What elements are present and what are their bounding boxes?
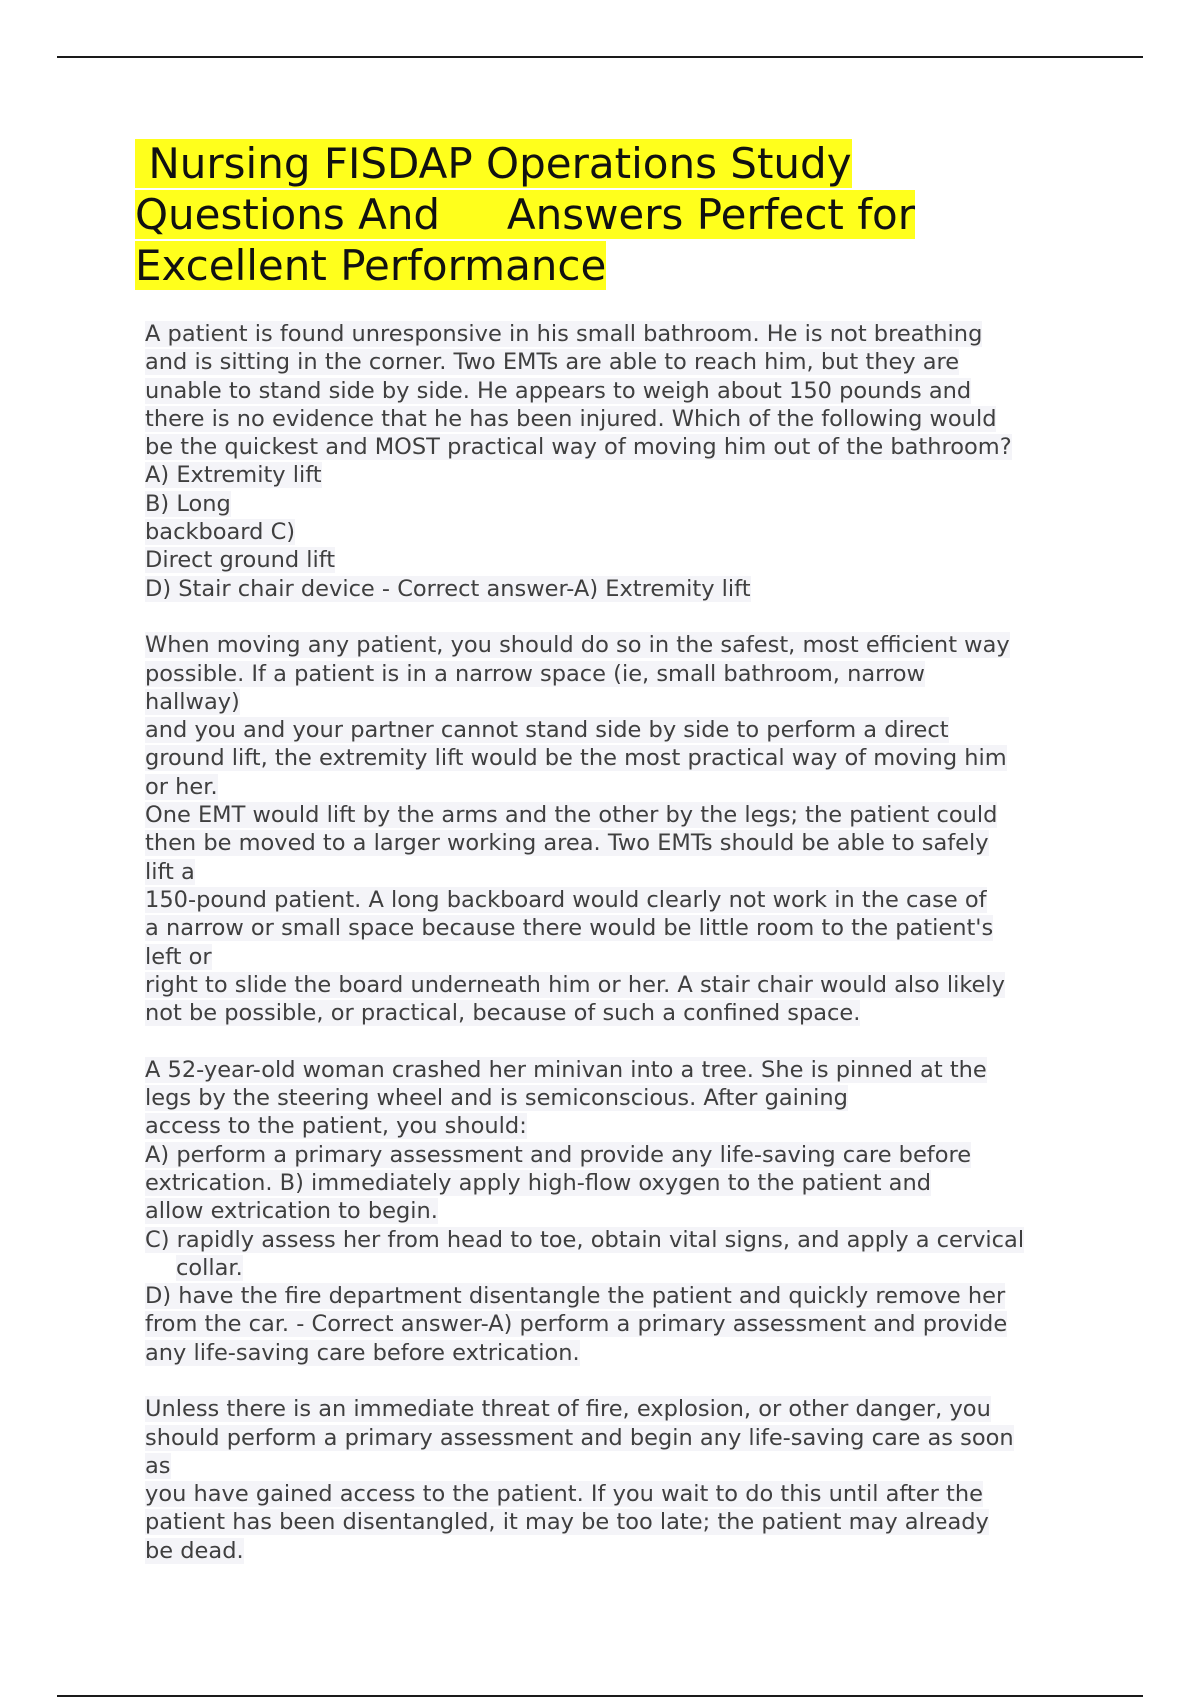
correct-answer-line: from the car. - Correct answer-A) perform a primary assessment and provide [145,1311,1008,1338]
question-1-line: and is sitting in the corner. Two EMTs are able to reach him, but they are [145,349,960,376]
document-body [145,320,1105,1565]
correct-answer-line: D) Stair chair device - Correct answer-A) Extremity lift [145,575,751,602]
explanation-1-line: a narrow or small space because there would be little room to the patient's [145,915,994,942]
question-1-line: unable to stand side by side. He appears to weigh about 150 pounds and [145,377,972,404]
explanation-2-line: Unless there is an immediate threat of fire, explosion, or other danger, you [145,1396,991,1423]
explanation-1-line: left or [145,943,212,970]
answer-option: backboard C) [145,519,296,546]
explanation-1-line: hallway) [145,688,240,715]
explanation-1-line: or her. [145,773,218,800]
explanation-2-line: patient has been disentangled, it may be too late; the patient may already [145,1509,989,1536]
explanation-2-line: should perform a primary assessment and begin any life-saving care as soon [145,1424,1014,1451]
question-2-line: legs by the steering wheel and is semiconscious. After gaining [145,1085,848,1112]
answer-option: A) perform a primary assessment and provide any life-saving care before [145,1141,972,1168]
answer-option: C) rapidly assess her from head to toe, obtain vital signs, and apply a cervical [145,1226,1025,1253]
paragraph-gap [145,1367,1105,1395]
title-line-3: Excellent Performance [135,241,607,290]
explanation-1-line: When moving any patient, you should do so in the safest, most efficient way [145,632,1010,659]
paragraph-gap [145,1027,1105,1055]
title-line-2: Questions And Answers Perfect for [135,190,915,239]
explanation-2-line: as [145,1452,171,1479]
title-line-1: Nursing FISDAP Operations Study [135,139,852,188]
question-1-line: A patient is found unresponsive in his small bathroom. He is not breathing [145,321,983,347]
answer-option: extrication. B) immediately apply high-flow oxygen to the patient and [145,1169,931,1196]
top-rule [57,56,1143,58]
explanation-1-line: possible. If a patient is in a narrow space (ie, small bathroom, narrow [145,660,925,687]
question-1-line: be the quickest and MOST practical way of moving him out of the bathroom? [145,434,1012,461]
answer-option: A) Extremity lift [145,462,322,489]
explanation-1-line: then be moved to a larger working area. Two EMTs should be able to safely [145,830,989,857]
explanation-1-line: and you and your partner cannot stand side by side to perform a direct [145,717,949,744]
answer-option: collar. [176,1254,243,1281]
question-2-line: A 52-year-old woman crashed her minivan into a tree. She is pinned at the [145,1056,987,1083]
question-2-line: access to the patient, you should: [145,1113,527,1140]
answer-option: B) Long [145,490,231,517]
explanation-2-line: you have gained access to the patient. If you wait to do this until after the [145,1481,983,1508]
correct-answer-line: any life-saving care before extrication. [145,1339,580,1366]
bottom-rule [57,1695,1143,1697]
answer-option: Direct ground lift [145,547,336,574]
explanation-1-line: One EMT would lift by the arms and the other by the legs; the patient could [145,802,998,829]
explanation-1-line: right to slide the board underneath him or her. A stair chair would also likely [145,971,1005,998]
paragraph-gap [145,603,1105,631]
explanation-1-line: lift a [145,858,195,885]
explanation-1-line: 150-pound patient. A long backboard would clearly not work in the case of [145,886,987,913]
document-title [135,138,1035,291]
answer-option: allow extrication to begin. [145,1198,438,1225]
answer-option: D) have the fire department disentangle the patient and quickly remove her [145,1283,1006,1310]
explanation-2-line: be dead. [145,1537,244,1564]
explanation-1-line: ground lift, the extremity lift would be the most practical way of moving him [145,745,1007,772]
explanation-1-line: not be possible, or practical, because of such a confined space. [145,1000,861,1027]
question-1-line: there is no evidence that he has been injured. Which of the following would [145,405,997,432]
